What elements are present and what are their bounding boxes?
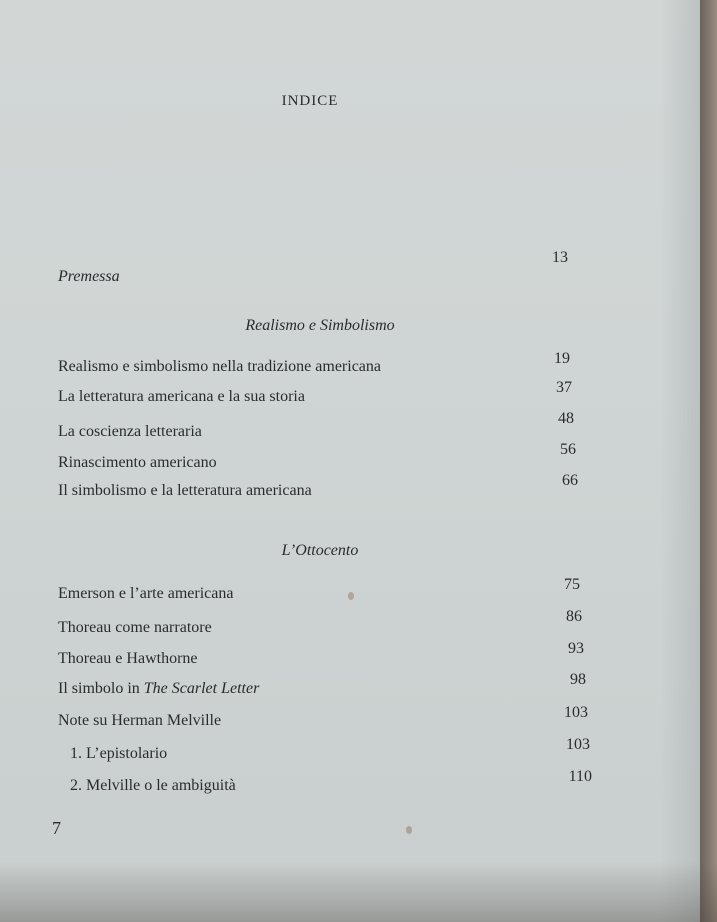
toc-subentry: 1. L’epistolario	[70, 745, 168, 762]
toc-page-number: 37	[556, 379, 572, 396]
toc-page-number: 56	[560, 441, 576, 458]
toc-page-number: 103	[566, 736, 590, 753]
toc-entry: Thoreau come narratore	[58, 619, 212, 636]
page-edge-shade	[660, 0, 700, 922]
toc-page-number: 48	[558, 410, 574, 427]
toc-entry: Realismo e simbolismo nella tradizione americana	[58, 358, 382, 375]
page-premessa: 13	[552, 249, 568, 266]
paper-stain	[348, 592, 354, 600]
toc-entry-prefix: Il simbolo in	[58, 680, 144, 697]
toc-entry-scarlet-letter	[58, 680, 259, 698]
book-cover-edge	[700, 0, 717, 922]
page-number: 7	[52, 818, 61, 838]
toc-page-number: 75	[564, 576, 580, 593]
toc-page-number: 19	[554, 350, 570, 367]
toc-page-number: 86	[566, 608, 582, 625]
toc-entry: Emerson e l’arte americana	[58, 585, 234, 602]
toc-entry: Il simbolismo e la letteratura americana	[58, 482, 312, 499]
toc-page-number: 93	[568, 640, 584, 657]
toc-entry: La letteratura americana e la sua storia	[58, 388, 305, 405]
section-title-ottocento: L’Ottocento	[281, 542, 359, 559]
toc-page-number: 103	[564, 704, 588, 721]
toc-entry: La coscienza letteraria	[58, 423, 202, 440]
toc-entry-book-title: The Scarlet Letter	[143, 680, 260, 697]
toc-entry: Note su Herman Melville	[58, 712, 222, 729]
toc-subentry: 2. Melville o le ambiguità	[70, 777, 236, 794]
index-heading: INDICE	[281, 93, 339, 109]
toc-page-number: 98	[570, 671, 586, 688]
toc-page-number: 110	[568, 768, 592, 785]
bottom-shadow	[0, 862, 717, 922]
entry-premessa: Premessa	[58, 268, 120, 285]
section-title-realismo: Realismo e Simbolismo	[245, 317, 395, 334]
toc-entry: Rinascimento americano	[58, 454, 217, 471]
toc-entry: Thoreau e Hawthorne	[58, 650, 198, 667]
paper-stain	[406, 826, 412, 834]
toc-page-number: 66	[562, 472, 578, 489]
